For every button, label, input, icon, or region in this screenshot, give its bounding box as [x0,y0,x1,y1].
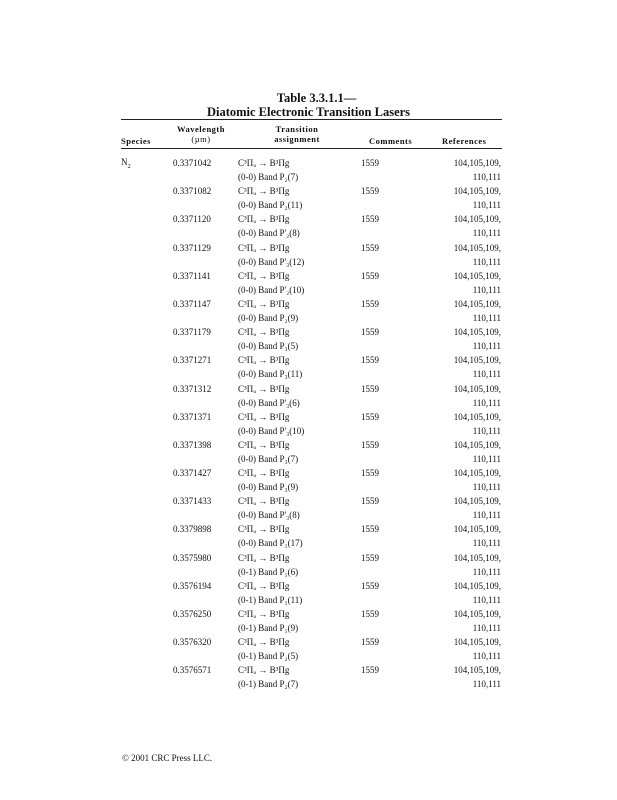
transition-text: C³Πᵤ → B³Πg [238,524,290,535]
title-rule [121,119,502,120]
header-wavelength-unit: (µm) [191,134,211,144]
references-cell [420,241,501,269]
table-row [0,522,617,550]
references-line-2: 110,111 [472,651,501,662]
transition-text: C³Πᵤ → B³Πg [238,383,290,394]
references-line-1: 104,105,109, [453,158,501,168]
header-comments: Comments [369,136,413,146]
transition-text: C³Πᵤ → B³Πg [238,665,290,676]
references-line-2: 110,111 [472,623,501,633]
references-line-1: 104,105,109, [453,383,501,394]
transition-cell [238,269,304,297]
references-cell [420,522,501,550]
header-wavelength [168,124,234,144]
references-line-2: 110,111 [472,397,501,408]
wavelength-cell: 0.3371398 [173,439,212,450]
wavelength-cell: 0.3371271 [173,355,212,366]
references-cell [420,184,501,212]
transition-text: C³Πᵤ → B³Πg [238,214,290,225]
transition-cell [238,241,304,269]
references-line-1: 104,105,109, [453,214,501,225]
references-cell [420,297,501,325]
band-text: (0-0) Band P'₃(8) [238,510,300,521]
band-text: (0-0) Band P'₂(10) [238,284,305,295]
references-cell [420,551,501,579]
references-line-1: 104,105,109, [453,298,501,309]
table-body [0,156,617,692]
comments-cell: 1559 [361,158,379,168]
references-cell [420,663,501,691]
transition-text: C³Πᵤ → B³Πg [238,355,290,366]
wavelength-cell: 0.3371312 [173,383,212,394]
references-line-1: 104,105,109, [453,580,501,591]
transition-text: C³Πᵤ → B³Πg [238,186,290,197]
comments-cell: 1559 [361,637,379,648]
references-line-1: 104,105,109, [453,355,501,366]
transition-cell [238,607,298,635]
transition-text: C³Πᵤ → B³Πg [238,552,290,563]
transition-cell [238,382,300,410]
references-line-1: 104,105,109, [453,637,501,648]
table-row [0,438,617,466]
references-line-1: 104,105,109, [453,468,501,479]
wavelength-cell: 0.3576320 [173,637,212,648]
wavelength-cell: 0.3576571 [173,665,212,676]
table-row [0,297,617,325]
references-line-1: 104,105,109, [453,524,501,535]
header-rule [121,148,502,149]
references-line-2: 110,111 [472,679,501,690]
table-row [0,551,617,579]
transition-cell [238,156,298,184]
references-line-1: 104,105,109, [453,496,501,507]
references-line-1: 104,105,109, [453,327,501,338]
species-subscript: 2 [127,162,131,170]
references-line-1: 104,105,109, [453,411,501,422]
table-row [0,579,617,607]
transition-cell [238,438,298,466]
transition-text: C³Πᵤ → B³Πg [238,580,290,591]
comments-cell: 1559 [361,496,379,507]
references-line-2: 110,111 [472,172,501,182]
table-row [0,382,617,410]
transition-text: C³Πᵤ → B³Πg [238,298,290,309]
references-line-2: 110,111 [472,284,501,295]
references-line-2: 110,111 [472,228,501,239]
table-row [0,466,617,494]
references-cell [420,438,501,466]
band-text: (0-0) Band P₁(17) [238,538,303,549]
references-cell [420,269,501,297]
table-title [0,91,617,119]
band-text: (0-0) Band P₃(7) [238,453,299,464]
band-text: (0-0) Band P'₂(8) [238,228,300,239]
transition-cell [238,579,302,607]
wavelength-cell: 0.3371082 [173,186,212,197]
transition-text: C³Πᵤ → B³Πg [238,270,290,281]
wavelength-cell: 0.3576250 [173,609,212,619]
table-row [0,410,617,438]
comments-cell: 1559 [361,327,379,338]
table-row [0,269,617,297]
transition-text: C³Πᵤ → B³Πg [238,609,290,619]
references-line-1: 104,105,109, [453,270,501,281]
band-text: (0-0) Band P₃(9) [238,482,299,493]
header-wavelength-label: Wavelength [177,124,225,134]
references-cell [420,212,501,240]
header-transition-bottom: assignment [274,134,320,144]
band-text: (0-1) Band P₁(6) [238,566,299,577]
wavelength-cell: 0.3371042 [173,158,212,168]
transition-cell [238,522,303,550]
band-text: (0-1) Band P₁(11) [238,594,303,605]
band-text: (0-0) Band P₂(7) [238,172,299,182]
copyright-footer: © 2001 CRC Press LLC. [122,753,213,763]
wavelength-cell: 0.3371179 [173,327,211,338]
transition-text: C³Πᵤ → B³Πg [238,411,290,422]
references-line-1: 104,105,109, [453,552,501,563]
transition-cell [238,325,298,353]
references-line-2: 110,111 [472,312,501,323]
table-title-text: Diatomic Electronic Transition Lasers [206,105,411,119]
references-line-2: 110,111 [472,200,501,211]
wavelength-cell: 0.3371427 [173,468,212,479]
references-cell [420,466,501,494]
comments-cell: 1559 [361,580,379,591]
species-base: N [121,157,128,167]
wavelength-cell: 0.3371433 [173,496,212,507]
references-line-2: 110,111 [472,453,501,464]
band-text: (0-1) Band P₁(9) [238,623,299,633]
references-line-1: 104,105,109, [453,439,501,450]
wavelength-cell: 0.3371129 [173,242,211,253]
comments-cell: 1559 [361,609,379,619]
references-line-2: 110,111 [472,425,501,436]
comments-cell: 1559 [361,552,379,563]
table-row [0,635,617,663]
comments-cell: 1559 [361,383,379,394]
table-row [0,325,617,353]
references-cell [420,579,501,607]
wavelength-cell: 0.3576194 [173,580,212,591]
table-row [0,212,617,240]
table-row [0,353,617,381]
table-row [0,156,617,184]
references-line-2: 110,111 [472,594,501,605]
transition-text: C³Πᵤ → B³Πg [238,468,290,479]
transition-cell [238,551,298,579]
comments-cell: 1559 [361,524,379,535]
wavelength-cell: 0.3379898 [173,524,212,535]
table-row [0,184,617,212]
references-line-2: 110,111 [472,566,501,577]
transition-text: C³Πᵤ → B³Πg [238,242,290,253]
comments-cell: 1559 [361,665,379,676]
header-transition [262,124,332,144]
transition-text: C³Πᵤ → B³Πg [238,637,290,648]
comments-cell: 1559 [361,411,379,422]
references-line-2: 110,111 [472,256,501,267]
transition-text: C³Πᵤ → B³Πg [238,158,290,168]
band-text: (0-1) Band P₂(7) [238,679,299,690]
references-cell [420,607,501,635]
transition-text: C³Πᵤ → B³Πg [238,327,290,338]
references-line-1: 104,105,109, [453,186,501,197]
references-line-2: 110,111 [472,510,501,521]
wavelength-cell: 0.3371120 [173,214,211,225]
table-row [0,607,617,635]
transition-cell [238,663,298,691]
references-line-2: 110,111 [472,369,501,380]
band-text: (0-0) Band P₃(5) [238,341,299,352]
band-text: (0-1) Band P₂(5) [238,651,299,662]
band-text: (0-0) Band P₃(11) [238,369,303,380]
references-line-1: 104,105,109, [453,242,501,253]
comments-cell: 1559 [361,355,379,366]
references-cell [420,156,501,184]
header-species: Species [121,136,151,146]
references-line-2: 110,111 [472,538,501,549]
references-cell [420,382,501,410]
references-line-2: 110,111 [472,482,501,493]
transition-text: C³Πᵤ → B³Πg [238,496,290,507]
comments-cell: 1559 [361,214,379,225]
wavelength-cell: 0.3575980 [173,552,212,563]
references-cell [420,325,501,353]
wavelength-cell: 0.3371147 [173,298,211,309]
references-line-1: 104,105,109, [453,609,501,619]
band-text: (0-0) Band P₂(11) [238,200,303,211]
references-line-1: 104,105,109, [453,665,501,676]
band-text: (0-0) Band P'₃(10) [238,425,305,436]
transition-cell [238,635,298,663]
transition-cell [238,466,298,494]
comments-cell: 1559 [361,270,379,281]
references-cell [420,353,501,381]
references-cell [420,494,501,522]
table-title-number: Table 3.3.1.1— [276,91,357,105]
wavelength-cell: 0.3371141 [173,270,211,281]
comments-cell: 1559 [361,468,379,479]
comments-cell: 1559 [361,242,379,253]
comments-cell: 1559 [361,439,379,450]
transition-cell [238,212,300,240]
table-row [0,241,617,269]
transition-cell [238,410,304,438]
references-cell [420,410,501,438]
transition-cell [238,184,302,212]
table-row [0,494,617,522]
band-text: (0-0) Band P'₃(12) [238,256,305,267]
transition-cell [238,494,300,522]
transition-text: C³Πᵤ → B³Πg [238,439,290,450]
references-cell [420,635,501,663]
header-transition-top: Transition [275,124,319,134]
comments-cell: 1559 [361,298,379,309]
band-text: (0-0) Band P'₃(6) [238,397,300,408]
transition-cell [238,297,298,325]
band-text: (0-0) Band P₂(9) [238,312,299,323]
wavelength-cell: 0.3371371 [173,411,212,422]
transition-cell [238,353,302,381]
header-references: References [442,136,487,146]
table-row [0,663,617,691]
references-line-2: 110,111 [472,341,501,352]
comments-cell: 1559 [361,186,379,197]
